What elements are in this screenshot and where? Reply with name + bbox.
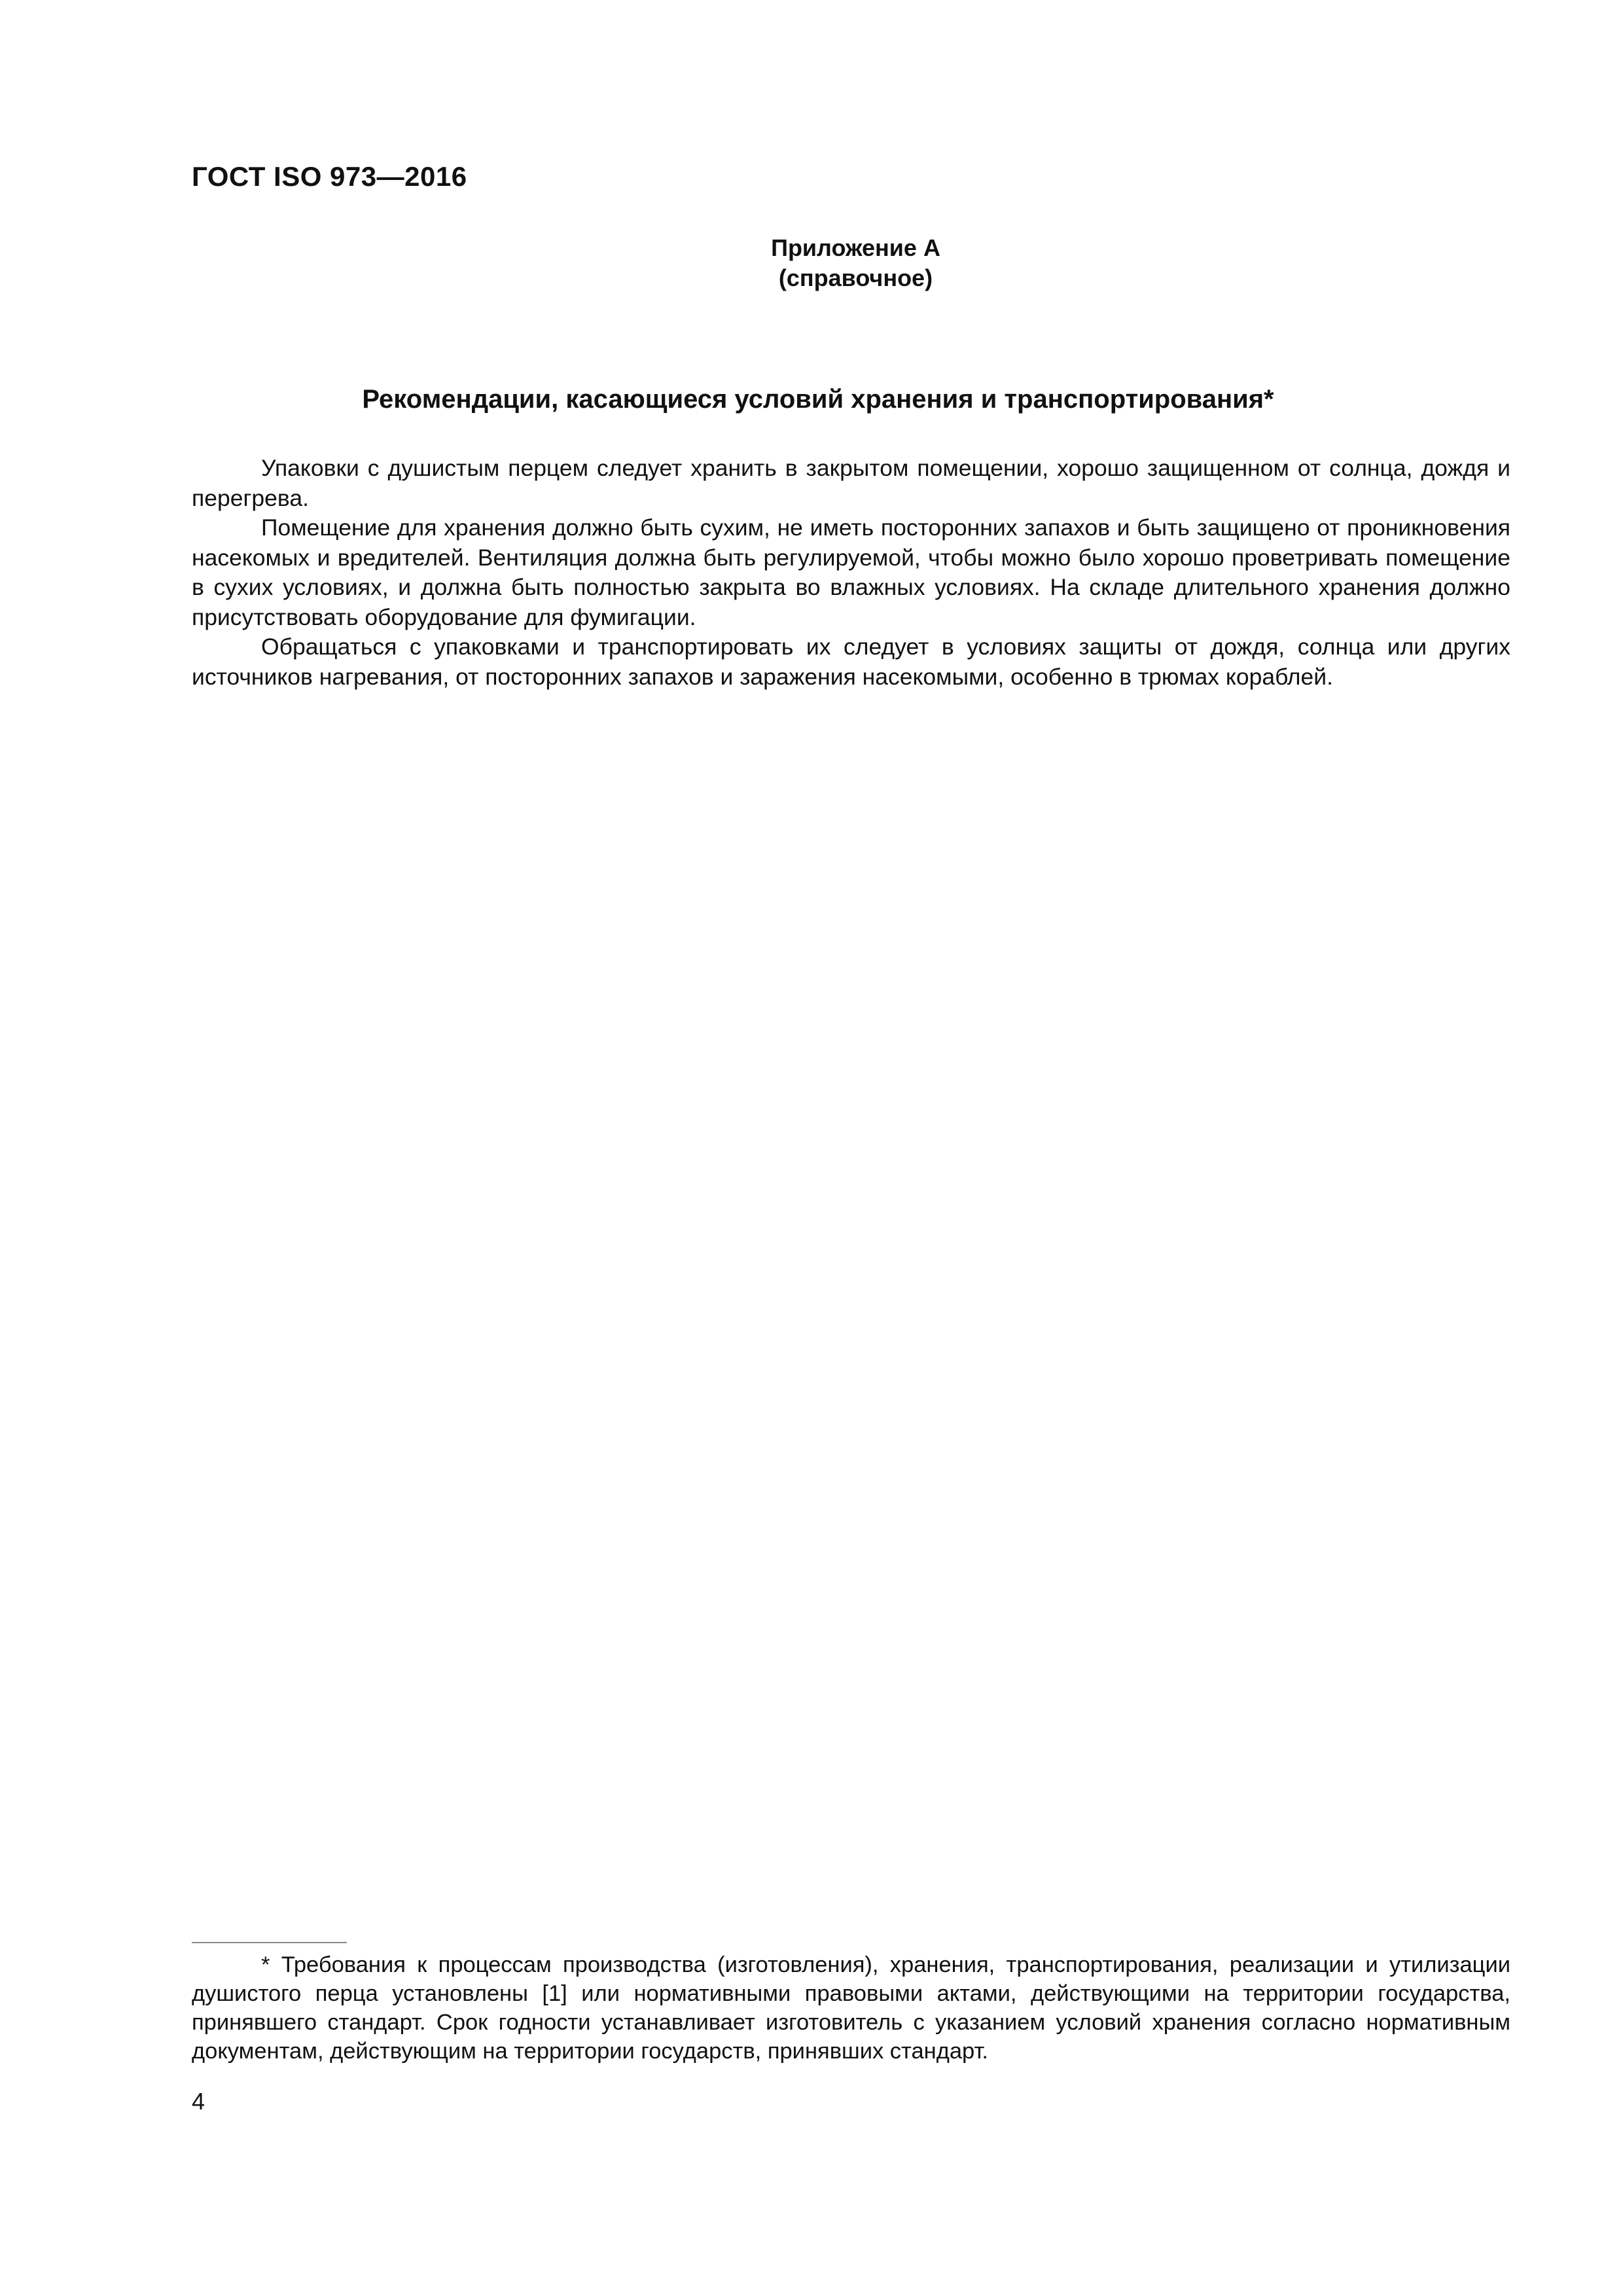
standard-code-header: ГОСТ ISO 973—2016 <box>192 161 467 192</box>
body-text <box>192 454 1510 692</box>
paragraph-transport: Обращаться с упаковками и транспортировать их следует в условиях защиты от дождя, солнца или других источников нагревания, от посторонних запахов и заражения насекомыми, особенно в трюмах кораблей. <box>192 634 1510 690</box>
footnote: * Требования к процессам производства (изготовления), хранения, транспортирования, реализации и утилизации душистого перца установлены [1] или нормативными правовыми актами, действующими на территории государства, принявшего стандарт. Срок годности устанавливает изготовитель с указанием условий хранения согласно нормативным документам, действующим на территории государств, принявших стандарт. <box>192 1952 1510 2064</box>
footnote-divider <box>192 1942 347 1943</box>
appendix-heading <box>0 233 1623 293</box>
section-heading: Рекомендации, касающиеся условий хранения и транспортирования* <box>362 385 1274 414</box>
paragraph-storage-room: Помещение для хранения должно быть сухим, не иметь посторонних запахов и быть защищено от проникновения насекомых и вредителей. Вентиляция должна быть регулируемой, чтобы можно было хорошо проветривать помещение в сухих условиях, и должна быть полностью закрыта во влажных условиях. На складе длительного хранения должно присутствовать оборудование для фумигации. <box>192 514 1510 630</box>
paragraph-storage-packaging: Упаковки с душистым перцем следует хранить в закрытом помещении, хорошо защищенном от солнца, дождя и перегрева. <box>192 455 1510 511</box>
page-number: 4 <box>192 2088 205 2115</box>
appendix-status: (справочное) <box>778 264 933 291</box>
appendix-title: Приложение А <box>771 234 940 261</box>
